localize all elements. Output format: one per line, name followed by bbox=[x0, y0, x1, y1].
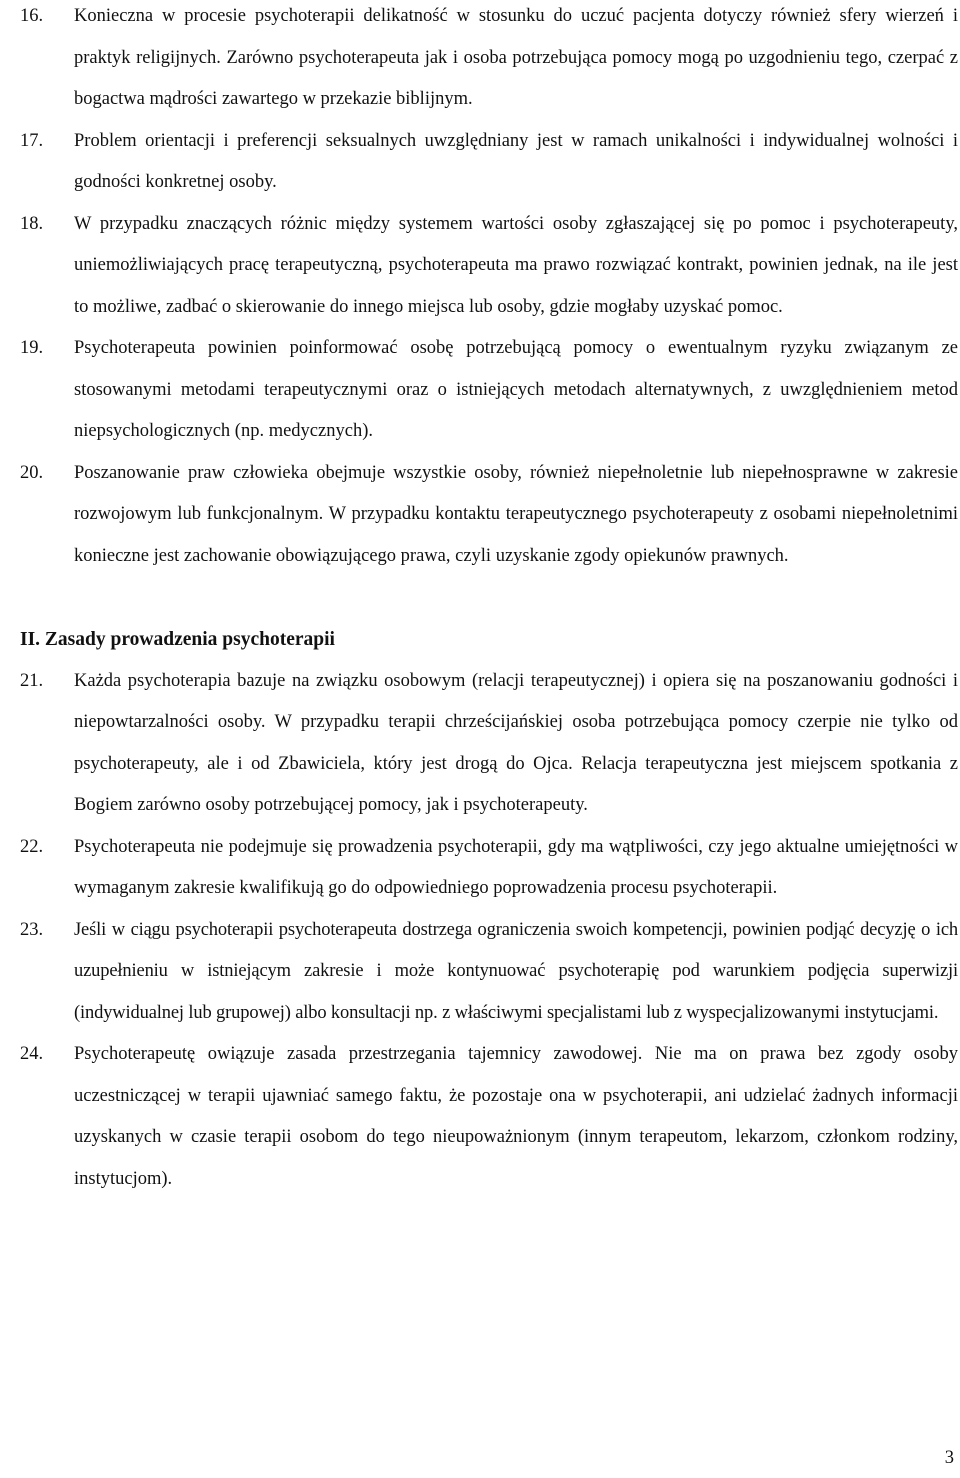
list-item-23 bbox=[0, 910, 960, 1035]
list-item-17 bbox=[0, 121, 960, 204]
item-number: 21. bbox=[20, 670, 44, 691]
list-item-18 bbox=[0, 204, 960, 329]
item-number: 20. bbox=[20, 462, 44, 483]
section-heading: II. Zasady prowadzenia psychoterapii bbox=[20, 629, 335, 650]
item-text: Jeśli w ciągu psychoterapii psychoterapeuta dostrzega ograniczenia swoich kompetencji, powinien podjąć decyzję o ich uzupełnieniu w istniejącym zakresie i może kontynuować psychoterapię pod warunkiem podjęcia superwizji (indywidualnej lub grupowej) albo konsultacji np. z właściwymi specjalistami lub z wyspecjalizowanymi instytucjami. bbox=[74, 919, 958, 1023]
list-item-19 bbox=[0, 328, 960, 453]
item-text: Każda psychoterapia bazuje na związku osobowym (relacji terapeutycznej) i opiera się na poszanowaniu godności i niepowtarzalności osoby. W przypadku terapii chrześcijańskiej osoba potrzebująca pomocy czerpie nie tylko od psychoterapeuty, ale i od Zbawiciela, który jest drogą do Ojca. Relacja terapeutyczna jest miejscem spotkania z Bogiem zarówno osoby potrzebującej pomocy, jak i psychoterapeuty. bbox=[74, 670, 958, 815]
item-text: W przypadku znaczących różnic między systemem wartości osoby zgłaszającej się po pomoc i psychoterapeuty, uniemożliwiających pracę terapeutyczną, psychoterapeuta ma prawo rozwiązać kontrakt, powinien jednak, na ile jest to możliwe, zadbać o skierowanie do innego miejsca lub osoby, gdzie mogłaby uzyskać pomoc. bbox=[74, 213, 958, 317]
list-item-22 bbox=[0, 827, 960, 910]
item-number: 19. bbox=[20, 338, 44, 358]
item-text: Psychoterapeuta powinien poinformować osobę potrzebującą pomocy o ewentualnym ryzyku związanym ze stosowanymi metodami terapeutycznymi oraz o istniejących metodach alternatywnych, z uwzględnieniem metod niepsychologicznych (np. medycznych). bbox=[74, 338, 958, 441]
item-number: 17. bbox=[20, 130, 44, 151]
item-text: Psychoterapeuta nie podejmuje się prowadzenia psychoterapii, gdy ma wątpliwości, czy jego aktualne umiejętności w wymaganym zakresie kwalifikują go do odpowiedniego poprowadzenia procesu psychoterapii. bbox=[74, 836, 958, 898]
item-number: 23. bbox=[20, 919, 44, 940]
item-number: 18. bbox=[20, 213, 44, 234]
item-number: 16. bbox=[20, 6, 44, 26]
item-text: Problem orientacji i preferencji seksualnych uwzględniany jest w ramach unikalności i indywidualnej wolności i godności konkretnej osoby. bbox=[74, 130, 958, 192]
list-item-24 bbox=[0, 1034, 960, 1200]
list-item-16 bbox=[0, 0, 960, 121]
item-number: 22. bbox=[20, 836, 44, 857]
item-number: 24. bbox=[20, 1044, 44, 1064]
item-text: Psychoterapeutę owiązuje zasada przestrzegania tajemnicy zawodowej. Nie ma on prawa bez zgody osoby uczestniczącej w terapii ujawniać samego faktu, że pozostaje ona w psychoterapii, ani udzielać żadnych informacji uzyskanych w czasie terapii osobom do tego nieupoważnionym (innym terapeutom, lekarzom, członkom rodziny, instytucjom). bbox=[74, 1044, 958, 1189]
list-item-20 bbox=[0, 453, 960, 578]
page-number: 3 bbox=[944, 1448, 954, 1468]
item-text: Konieczna w procesie psychoterapii delikatność w stosunku do uczuć pacjenta dotyczy również sfery wierzeń i praktyk religijnych. Zarówno psychoterapeuta jak i osoba potrzebująca pomocy mogą po uzgodnieniu tego, czerpać z bogactwa mądrości zawartego w przekazie biblijnym. bbox=[74, 6, 958, 109]
list-item-21 bbox=[0, 661, 960, 827]
item-text: Poszanowanie praw człowieka obejmuje wszystkie osoby, również niepełnoletnie lub niepełnosprawne w zakresie rozwojowym lub funkcjonalnym. W przypadku kontaktu terapeutycznego psychoterapeuty z osobami niepełnoletnimi konieczne jest zachowanie obowiązującego prawa, czyli uzyskanie zgody opiekunów prawnych. bbox=[74, 462, 958, 566]
